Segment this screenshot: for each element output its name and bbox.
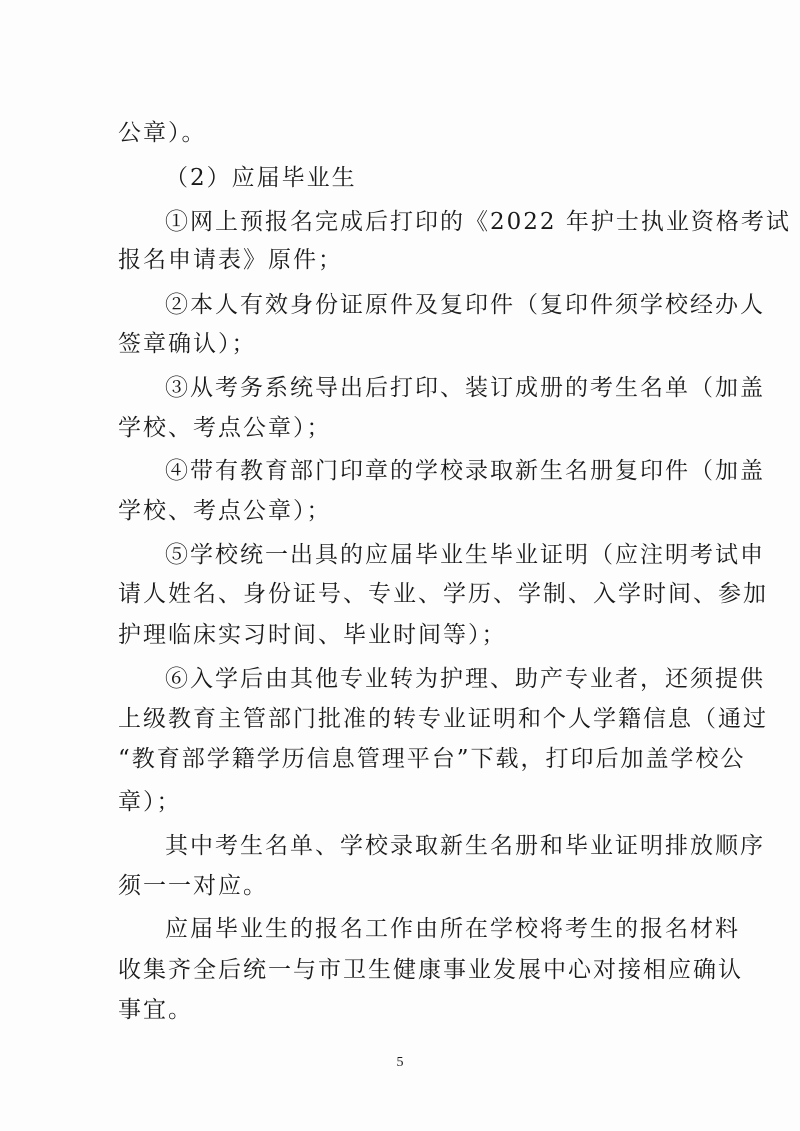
- text-line-20: 应届毕业生的报名工作由所在学校将考生的报名材料: [165, 916, 740, 942]
- text-line-1: 公章）。: [118, 120, 207, 146]
- text-line-2: （2）应届毕业生: [165, 165, 357, 191]
- text-line-13: 护理临床实习时间、毕业时间等）；: [118, 622, 507, 648]
- text-line-18: 其中考生名单、学校录取新生名册和毕业证明排放顺序: [165, 833, 765, 859]
- text-line-17: 章）；: [118, 789, 182, 815]
- text-line-6: 签章确认）；: [118, 331, 257, 357]
- text-line-11: ⑤学校统一出具的应届毕业生毕业证明（应注明考试申: [165, 542, 765, 568]
- text-line-22: 事宜。: [118, 997, 193, 1023]
- text-line-7: ③从考务系统导出后打印、装订成册的考生名单（加盖: [165, 375, 765, 401]
- text-line-10: 学校、考点公章）；: [118, 498, 332, 524]
- text-line-8: 学校、考点公章）；: [118, 415, 332, 441]
- text-line-5: ②本人有效身份证原件及复印件（复印件须学校经办人: [165, 292, 765, 318]
- text-line-12: 请人姓名、身份证号、专业、学历、学制、入学时间、参加: [118, 581, 768, 607]
- text-line-16: “教育部学籍学历信息管理平台”下载，打印后加盖学校公: [118, 746, 746, 772]
- text-line-19: 须一一对应。: [118, 873, 268, 899]
- text-line-14: ⑥入学后由其他专业转为护理、助产专业者，还须提供: [165, 666, 765, 692]
- text-line-15: 上级教育主管部门批准的转专业证明和个人学籍信息（通过: [118, 706, 768, 732]
- text-line-21: 收集齐全后统一与市卫生健康事业发展中心对接相应确认: [118, 957, 743, 983]
- text-line-4: 报名申请表》原件；: [118, 247, 343, 273]
- text-line-3: ①网上预报名完成后打印的《2022 年护士执业资格考试: [165, 209, 791, 235]
- page-number: 5: [396, 1055, 404, 1070]
- text-line-9: ④带有教育部门印章的学校录取新生名册复印件（加盖: [165, 458, 765, 484]
